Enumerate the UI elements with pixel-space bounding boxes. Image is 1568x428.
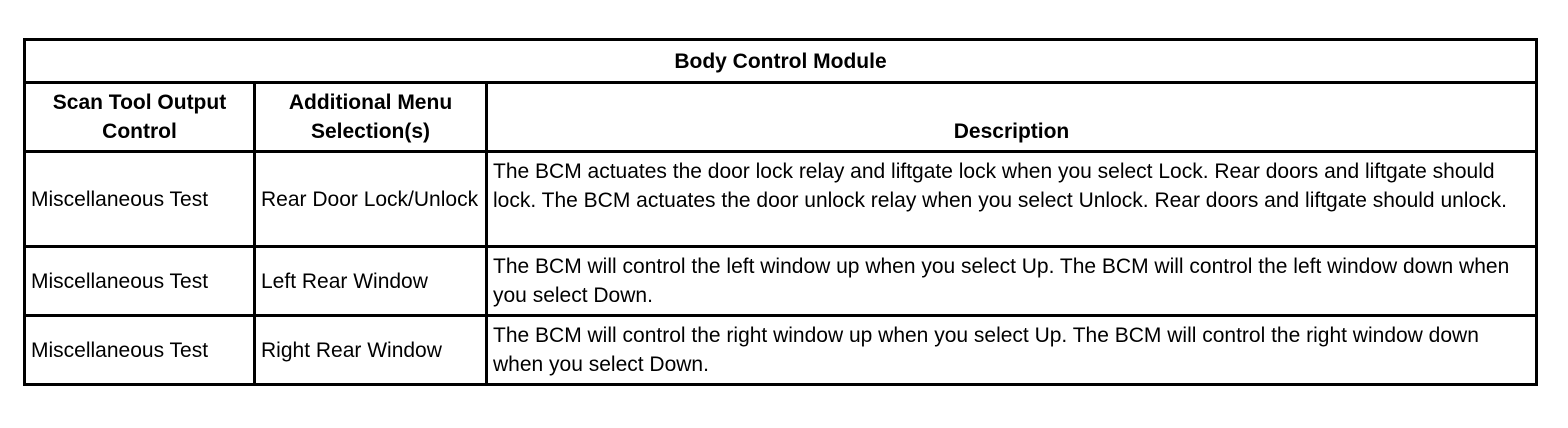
table-row (25, 316, 1537, 385)
body-control-module-table (23, 38, 1538, 386)
cell-menu-selection: Right Rear Window (255, 316, 487, 385)
table-row (25, 247, 1537, 316)
table-title-row (25, 40, 1537, 83)
cell-output-control: Miscellaneous Test (25, 247, 255, 316)
header-scan-tool-output-control: Scan Tool Output Control (25, 83, 255, 152)
cell-description: The BCM will control the right window up when you select Up. The BCM will control the right window down when you select Down. (487, 316, 1537, 385)
cell-menu-selection: Left Rear Window (255, 247, 487, 316)
cell-menu-selection: Rear Door Lock/Unlock (255, 152, 487, 247)
cell-output-control: Miscellaneous Test (25, 316, 255, 385)
header-description: Description (487, 83, 1537, 152)
cell-description: The BCM will control the left window up when you select Up. The BCM will control the left window down when you select Down. (487, 247, 1537, 316)
table-row (25, 152, 1537, 247)
table-title: Body Control Module (25, 40, 1537, 83)
cell-output-control: Miscellaneous Test (25, 152, 255, 247)
header-additional-menu-selections: Additional Menu Selection(s) (255, 83, 487, 152)
table-header-row (25, 83, 1537, 152)
cell-description: The BCM actuates the door lock relay and liftgate lock when you select Lock. Rear doors and liftgate should lock. The BCM actuates the door unlock relay when you select Unlock. Rear doors and liftgate should unlock. (487, 152, 1537, 247)
